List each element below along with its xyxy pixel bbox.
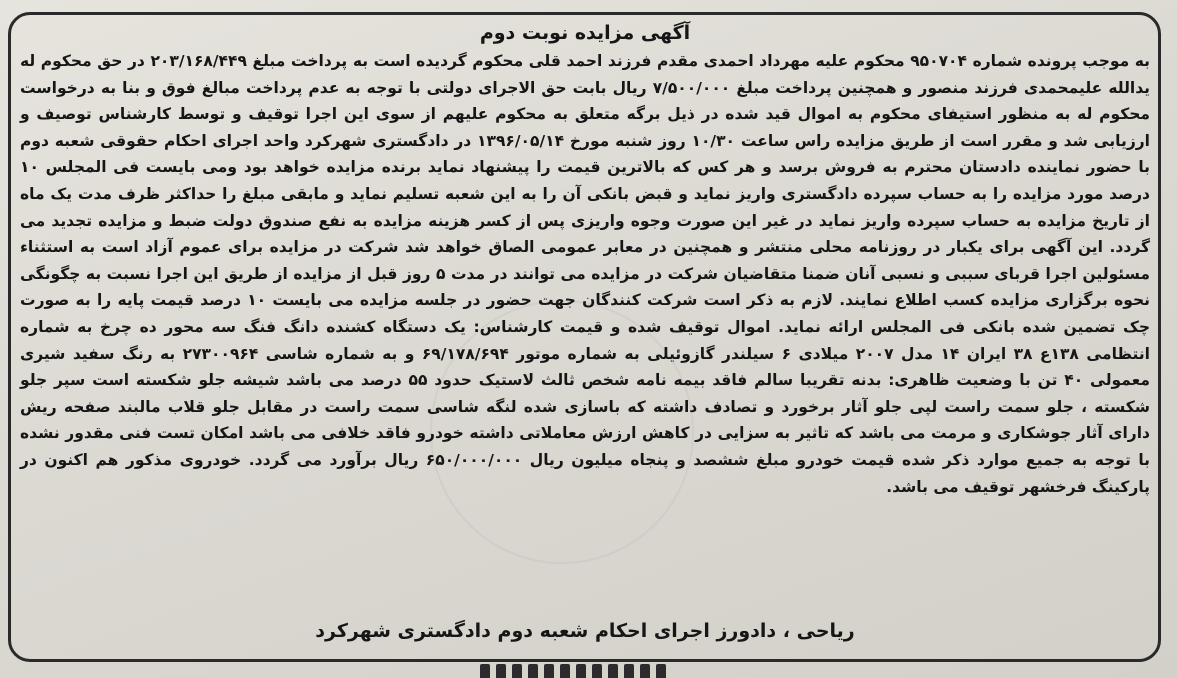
notice-signature: ریاحی ، دادورز اجرای احکام شعبه دوم دادگستری شهرکرد xyxy=(315,620,855,642)
notice-title: آگهی مزایده نوبت دوم xyxy=(479,22,691,44)
notice-body: به موجب پرونده شماره ۹۵۰۷۰۴ محکوم علیه مهرداد احمدی مقدم فرزند احمد قلی محکوم گردیده است به پرداخت مبلغ ۲۰۳/۱۶۸/۴۴۹ در حق محکوم له یدالله علیمحمدی فرزند منصور و همچنین پرداخت مبلغ ۷/۵۰۰/۰۰۰ ریال بابت حق الاجرای دولتی با توجه به عدم پرداخت مبالغ فوق و بنا به درخواست محکوم له به منظور استیفای محکوم به اموال قید شده در ذیل برگه متعلق به محکوم علیهم از سوی این اجرا توقیف و توسط کارشناس توصیف و ارزیابی شد و مقرر است از طریق مزایده راس ساعت ۱۰/۳۰ روز شنبه مورخ ۱۳۹۶/۰۵/۱۴ در دادگستری شهرکرد واحد اجرای احکام حقوقی شعبه دوم با حضور نماینده دادستان محترم به فروش برسد و هر کس که بالاترین قیمت را پیشنهاد نماید برنده مزایده خواهد بود ومی بایست فی المجلس ۱۰ درصد مورد مزایده را به حساب سپرده دادگستری واریز نماید و قبض بانکی آن را به این شعبه تسلیم نماید و مابقی مبلغ را حداکثر ظرف مدت یک ماه از تاریخ مزایده به حساب سپرده واریز نماید در غیر این صورت وجوه واریزی پس از کسر هزینه مزایده به نفع صندوق دولت ضبط و مزایده تجدید می گردد. این آگهی برای یکبار در روزنامه محلی منتشر و همچنین در معابر عمومی الصاق خواهد شد شرکت در مزایده برای عموم آزاد است به استثناء مسئولین اجرا قربای سببی و نسبی آنان ضمنا متقاضیان شرکت در مزایده می توانند در مدت ۵ روز قبل از مزایده از طریق این اجرا نسبت به چگونگی نحوه برگزاری مزایده کسب اطلاع نمایند. لازم به ذکر است شرکت کنندگان جهت حضور در جلسه مزایده می بایست ۱۰ درصد قیمت پایه را به صورت چک تضمین شده بانکی فی المجلس ارائه نماید. اموال توقیف شده و قیمت کارشناس: یک دستگاه کشنده دانگ فنگ سه محور ده چرخ به شماره انتظامی ۱۳۸ع ۳۸ ایران ۱۴ مدل ۲۰۰۷ میلادی ۶ سیلندر گازوئیلی به شماره موتور ۶۹/۱۷۸/۶۹۴ و به شماره شاسی ۲۷۳۰۰۹۶۴ به رنگ سفید شیری معمولی ۴۰ تن با وضعیت ظاهری: بدنه تقریبا سالم فاقد بیمه نامه شخص ثالث لاستیک حدود ۵۵ درصد می باشد شیشه جلو شکسته است سپر جلو شکسته ، جلو سمت راست لپی جلو آثار برخورد و تصادف داشته که باسازی شده لنگه شاسی سمت راست در مقابل جلو قلاب مالبند صفحه ریش دارای آثار جوشکاری و مرمت می باشد که تاثیر به سزایی در کاهش ارزش معاملاتی داشته خودرو فاقد خلافی می باشد امکان تست فنی مقدور نشده با توجه به جمیع موارد ذکر شده قیمت خودرو مبلغ ششصد و پنجاه میلیون ریال ۶۵۰/۰۰۰/۰۰۰ ریال برآورد می گردد. خودروی مذکور هم اکنون در پارکینگ فرخشهر توقیف می باشد. xyxy=(20,52,1150,496)
auction-notice xyxy=(20,18,1150,500)
cropped-text-fragment xyxy=(480,664,740,678)
